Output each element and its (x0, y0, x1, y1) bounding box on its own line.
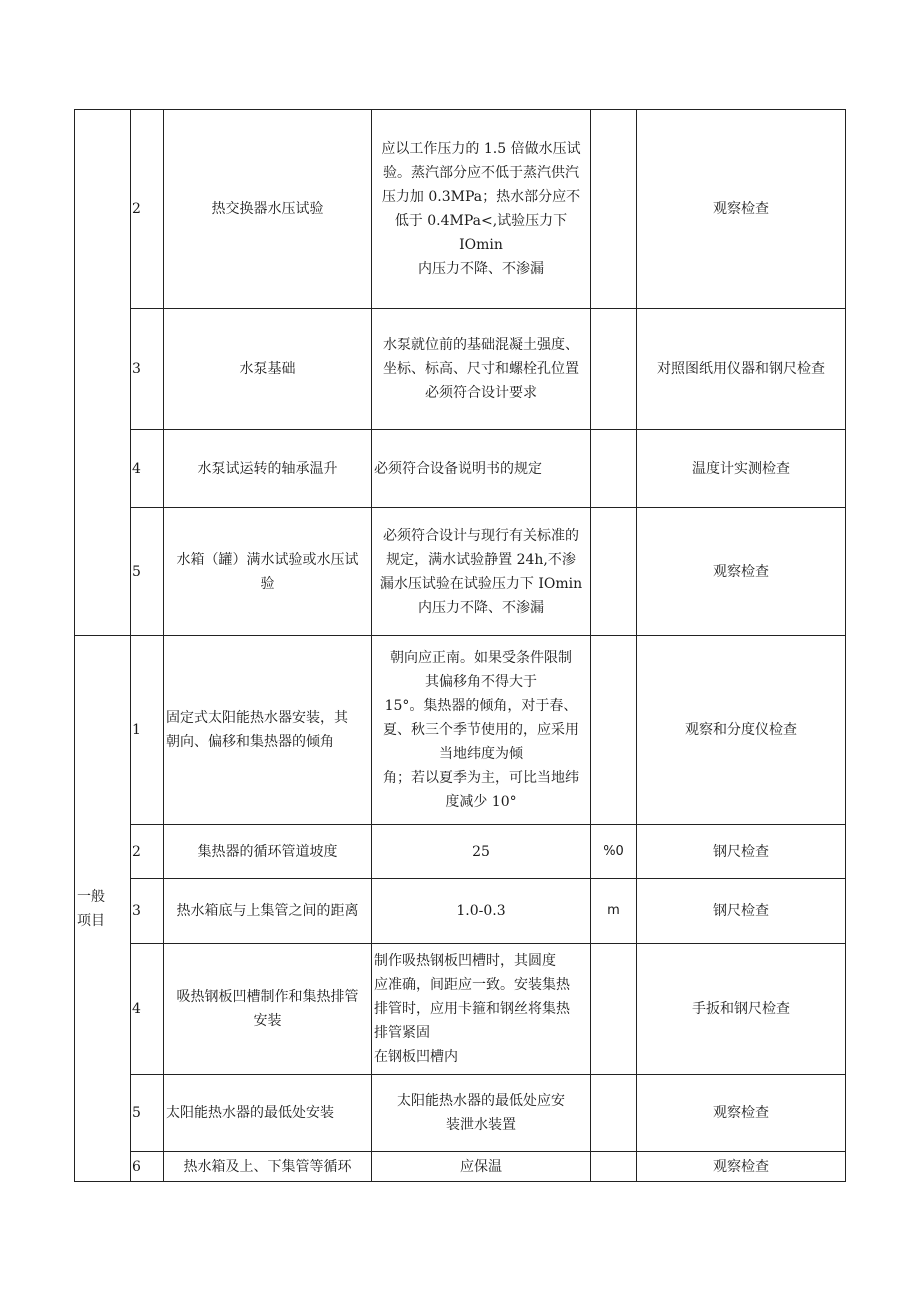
inspection-method: 钢尺检查 (637, 879, 846, 944)
item-name: 水泵试运转的轴承温升 (164, 430, 372, 508)
inspection-table (74, 109, 846, 1182)
requirement-text: 25 (372, 825, 591, 879)
row-number: 5 (131, 508, 164, 636)
unit-cell (591, 110, 637, 309)
row-number: 3 (131, 309, 164, 430)
requirement-text: 朝向应正南。如果受条件限制 其偏移角不得大于 15°。集热器的倾角，对于春、 夏、秋三个季节使用的，应采用 当地纬度为倾 角；若以夏季为主，可比当地纬 度减少 10° (372, 636, 591, 825)
inspection-method: 观察检查 (637, 1152, 846, 1182)
requirement-text: 1.0-0.3 (372, 879, 591, 944)
unit-cell: %0 (591, 825, 637, 879)
unit-cell (591, 430, 637, 508)
table-row (75, 430, 846, 508)
inspection-method: 手扳和钢尺检查 (637, 944, 846, 1075)
item-name: 太阳能热水器的最低处安装 (164, 1075, 372, 1152)
table-row (75, 110, 846, 309)
row-number: 5 (131, 1075, 164, 1152)
table-row (75, 879, 846, 944)
table-row (75, 1075, 846, 1152)
item-name: 集热器的循环管道坡度 (164, 825, 372, 879)
inspection-method: 观察检查 (637, 508, 846, 636)
item-name: 吸热钢板凹槽制作和集热排管 安装 (164, 944, 372, 1075)
inspection-method: 温度计实测检查 (637, 430, 846, 508)
row-number: 6 (131, 1152, 164, 1182)
requirement-text: 应以工作压力的 1.5 倍做水压试 验。蒸汽部分应不低于蒸汽供汽 压力加 0.3MPa；热水部分应不 低于 0.4MPa<,试验压力下 IOmin 内压力不降、不渗漏 (372, 110, 591, 309)
row-number: 2 (131, 825, 164, 879)
table-row (75, 636, 846, 825)
requirement-text: 必须符合设计与现行有关标准的 规定，满水试验静置 24h,不渗 漏水压试验在试验压力下 IOmin 内压力不降、不渗漏 (372, 508, 591, 636)
row-number: 1 (131, 636, 164, 825)
requirement-text: 太阳能热水器的最低处应安 装泄水装置 (372, 1075, 591, 1152)
inspection-method: 观察和分度仪检查 (637, 636, 846, 825)
unit-cell (591, 1075, 637, 1152)
inspection-method: 钢尺检查 (637, 825, 846, 879)
unit-cell (591, 636, 637, 825)
inspection-method: 观察检查 (637, 1075, 846, 1152)
table-row (75, 944, 846, 1075)
requirement-text: 水泵就位前的基础混凝土强度、 坐标、标高、尺寸和螺栓孔位置 必须符合设计要求 (372, 309, 591, 430)
row-number: 3 (131, 879, 164, 944)
table-row (75, 508, 846, 636)
row-number: 4 (131, 944, 164, 1075)
table-row (75, 1152, 846, 1182)
unit-cell (591, 309, 637, 430)
unit-cell (591, 1152, 637, 1182)
item-name: 水泵基础 (164, 309, 372, 430)
inspection-method: 对照图纸用仪器和钢尺检查 (637, 309, 846, 430)
item-name: 热水箱及上、下集管等循环 (164, 1152, 372, 1182)
category-label-general: 一般 项目 (75, 636, 131, 1182)
table-row (75, 309, 846, 430)
item-name: 热交换器水压试验 (164, 110, 372, 309)
row-number: 4 (131, 430, 164, 508)
requirement-text: 制作吸热钢板凹槽时，其圆度 应准确，间距应一致。安装集热 排管时，应用卡箍和钢丝将集热 排管紧固 在钢板凹槽内 (372, 944, 591, 1075)
unit-cell: m (591, 879, 637, 944)
row-number: 2 (131, 110, 164, 309)
requirement-text: 应保温 (372, 1152, 591, 1182)
item-name: 水箱（罐）满水试验或水压试 验 (164, 508, 372, 636)
unit-cell (591, 508, 637, 636)
unit-cell (591, 944, 637, 1075)
item-name: 热水箱底与上集管之间的距离 (164, 879, 372, 944)
inspection-method: 观察检查 (637, 110, 846, 309)
item-name: 固定式太阳能热水器安装，其 朝向、偏移和集热器的倾角 (164, 636, 372, 825)
table-row (75, 825, 846, 879)
requirement-text: 必须符合设备说明书的规定 (372, 430, 591, 508)
category-cell-main (75, 110, 131, 636)
